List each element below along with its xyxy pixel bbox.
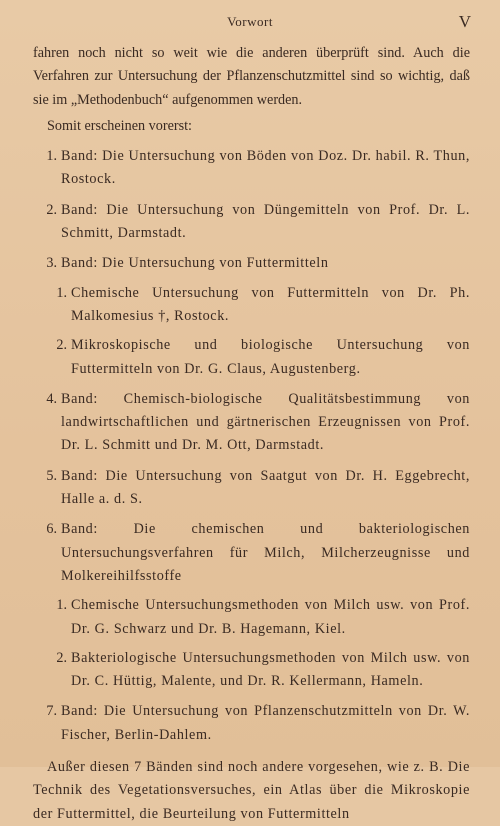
subvolume-item [33, 334, 470, 381]
subvolume-text: Mikroskopische und biologische Untersuchung von Futtermitteln von Dr. G. Claus, Augustenberg. [71, 337, 470, 377]
volume-text: Band: Die Untersuchung von Futtermitteln [61, 255, 329, 272]
volume-text: Band: Chemisch-biologische Qualitätsbestimmung von landwirtschaftlichen und gärtnerischen Erzeugnissen von Prof. Dr. L. Schmitt und Dr. M. Ott, Darmstadt. [61, 390, 470, 454]
subvolume-text: Chemische Untersuchungsmethoden von Milch usw. von Prof. Dr. G. Schwarz und Dr. B. Hagemann, Kiel. [71, 597, 470, 637]
subvolume-text: Chemische Untersuchung von Futtermitteln von Dr. Ph. Malkomesius †, Rostock. [71, 284, 470, 324]
subvolume-item [33, 647, 470, 694]
subvolume-number: 2. [56, 337, 67, 354]
volume-number: 7. [46, 703, 57, 720]
volume-item [33, 252, 470, 275]
running-title: Vorwort [227, 14, 273, 29]
volume-number: 1. [46, 148, 57, 165]
subvolume-number: 1. [56, 284, 67, 301]
intro-paragraph: fahren noch nicht so weit wie die anderen überprüft sind. Auch die Verfahren zur Untersuchung der Pflanzenschutzmittel sind so wichtig, daß sie im „Methodenbuch“ aufgenommen werden. [33, 45, 470, 108]
closing-paragraph: Außer diesen 7 Bänden sind noch andere vorgesehen, wie z. B. Die Technik des Vegetationsversuches, ein Atlas über die Mikroskopie der Futtermittel, die Beurteilung von Futtermitteln [33, 759, 470, 822]
volume-number: 5. [46, 467, 57, 484]
page-number: V [458, 12, 471, 31]
volume-list [33, 145, 470, 747]
page-body [33, 42, 470, 826]
volume-number: 6. [46, 521, 57, 538]
subvolume-item [33, 594, 470, 641]
volume-item [33, 388, 470, 458]
subvolume-item [33, 282, 470, 329]
volume-number: 3. [46, 255, 57, 272]
volume-text: Band: Die Untersuchung von Saatgut von Dr. H. Eggebrecht, Halle a. d. S. [61, 467, 470, 508]
volume-text: Band: Die chemischen und bakteriologischen Untersuchungsverfahren für Milch, Milcherzeugnisse und Molkereihilfsstoffe [61, 521, 470, 584]
subvolume-number: 1. [56, 597, 67, 614]
running-header [0, 14, 500, 34]
volume-text: Band: Die Untersuchung von Böden von Doz. Dr. habil. R. Thun, Rostock. [61, 148, 470, 188]
volume-text: Band: Die Untersuchung von Düngemitteln von Prof. Dr. L. Schmitt, Darmstadt. [61, 201, 470, 242]
subvolume-number: 2. [56, 649, 67, 666]
volume-item [33, 700, 470, 747]
volume-number: 4. [46, 390, 57, 407]
lead-in: Somit erscheinen vorerst: [47, 117, 192, 134]
volume-number: 2. [46, 201, 57, 218]
volume-item [33, 145, 470, 192]
subvolume-text: Bakteriologische Untersuchungsmethoden von Milch usw. von Dr. C. Hüttig, Malente, und Dr. R. Kellermann, Hameln. [71, 649, 470, 690]
volume-item [33, 465, 470, 512]
volume-item [33, 199, 470, 246]
volume-text: Band: Die Untersuchung von Pflanzenschutzmitteln von Dr. W. Fischer, Berlin-Dahlem. [61, 703, 470, 743]
volume-item [33, 518, 470, 588]
